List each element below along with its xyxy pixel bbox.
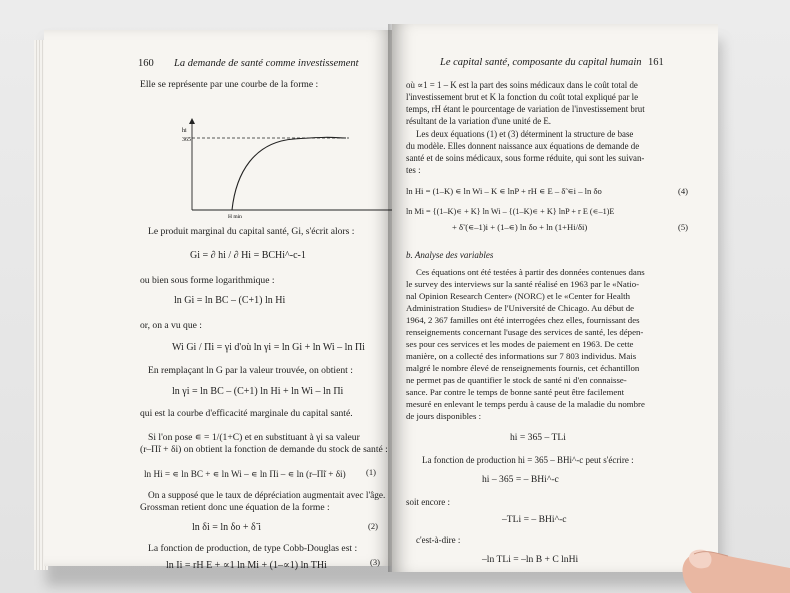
equation: ln Hi = ∊ ln BC + ∊ ln Wi – ∊ ln Πi – ∊ ln (r–Π̃i + δi) xyxy=(144,469,346,479)
text-line: du modèle. Elles donnent naissance aux équations de demande de xyxy=(406,141,640,151)
equation-number: (2) xyxy=(368,521,378,531)
x-min-label: H min xyxy=(228,214,242,220)
text-line: or, on a vu que : xyxy=(140,320,202,331)
equation: hi – 365 = – BHi^-c xyxy=(482,474,559,485)
text-line: tes : xyxy=(406,165,421,175)
equation: ln Ii = rH E + ∝1 ln Mi + (1–∝1) ln THi xyxy=(166,560,327,571)
text-line: l'investissement brut et K la fonction du coût total expliqué par le xyxy=(406,92,639,102)
equation: –ln TLi = –ln B + C lnHi xyxy=(482,554,579,565)
equation: ln Gi = ln BC – (C+1) ln Hi xyxy=(174,295,286,306)
running-head: La demande de santé comme investissement xyxy=(174,58,359,69)
text-line: qui est la courbe d'efficacité marginale du capital santé. xyxy=(140,408,353,419)
text-line: La fonction de production hi = 365 – BHi^-c peut s'écrire : xyxy=(422,455,634,465)
text-line: manière, on a collecté des informations sur 7 803 individus. Mais xyxy=(406,351,637,361)
text-line: temps, rH étant le pourcentage de variation de l'investissement brut xyxy=(406,104,645,114)
page-number: 160 xyxy=(138,58,154,69)
left-page xyxy=(44,30,392,571)
text-line: On a supposé que le taux de dépréciation augmentait avec l'âge. xyxy=(148,491,386,501)
equation: Gi = ∂ hi / ∂ Hi = BCHi^-c-1 xyxy=(190,250,306,261)
text-line: nal Opinion Research Center» (NORC) et le «Center for Health xyxy=(406,291,631,301)
equation: ln Hi = (1–K) ∊ ln Wi – K ∊ lnP + rH ∊ E – δ̃ ∊i – ln δo xyxy=(406,186,602,196)
equation: –TLi = – BHi^-c xyxy=(502,514,567,525)
text-line: (r–Π̃i + δi) on obtient la fonction de demande du stock de santé : xyxy=(140,444,388,455)
text-line: c'est-à-dire : xyxy=(416,535,461,545)
text-line: Administration Studies» de l'Université de Chicago. Au début de xyxy=(406,303,635,313)
equation-number: (5) xyxy=(678,222,689,232)
text-line: Les deux équations (1) et (3) déterminent la structure de base xyxy=(416,129,634,139)
running-head: Le capital santé, composante du capital humain xyxy=(440,57,642,68)
health-capital-curve xyxy=(184,118,404,218)
page-number: 161 xyxy=(648,57,664,68)
equation: ln δi = ln δo + δ̃ i xyxy=(192,522,262,533)
text-line: Le produit marginal du capital santé, Gi, s'écrit alors : xyxy=(148,226,355,237)
text-line: mesuré en enlevant le temps perdu à cause de la maladie du nombre xyxy=(406,399,645,409)
equation-number: (1) xyxy=(366,467,376,477)
equation-number: (3) xyxy=(370,557,380,567)
text-line: résultant de la variation d'une unité de E. xyxy=(406,116,552,126)
text-line: ne permet pas de quantifier le stock de santé ni d'en connaisse- xyxy=(406,375,627,385)
text-line: Grossman retient donc une équation de la forme : xyxy=(140,502,330,513)
text-line: sance. Par contre le temps de bonne santé peut être facilement xyxy=(406,387,625,397)
equation: Wi Gi / Πi = γi d'où ln γi = ln Gi + ln Wi – ln Πi xyxy=(172,342,365,353)
thumb xyxy=(672,540,790,593)
y-value-label: 365 xyxy=(182,137,191,143)
text-line: le survey des interviews sur la santé réalisé en 1963 par le «Natio- xyxy=(406,279,640,289)
text-line: soit encore : xyxy=(406,497,450,507)
equation: ln Mi = {(1–K)∊ + K} ln Wi – {(1–K)∊ + K} lnP + r E (∊–1)E xyxy=(406,207,615,216)
text-line: Elle se représente par une courbe de la forme : xyxy=(140,79,319,90)
equation-number: (4) xyxy=(678,186,689,196)
text-line: ou bien sous forme logarithmique : xyxy=(140,275,275,286)
text-line: santé et de soins médicaux, sous forme réduite, qui sont les suivan- xyxy=(406,153,645,163)
text-line: En remplaçant ln G par la valeur trouvée, on obtient : xyxy=(148,365,353,376)
section-heading: b. Analyse des variables xyxy=(406,250,494,260)
text-line: La fonction de production, de type Cobb-Douglas est : xyxy=(148,543,358,554)
equation: hi = 365 – TLi xyxy=(510,432,566,443)
text-line: malgré le nombre élevé de renseignements fournis, cet échantillon xyxy=(406,363,640,373)
text-line: ses pour ces services et les modes de paiement en 1963. De cette xyxy=(406,339,634,349)
equation: + δ̃ (∊–1)i + (1–∊) ln δo + ln (1+Hi/δi) xyxy=(452,222,588,232)
right-page xyxy=(392,24,718,572)
text-line: où ∝1 = 1 – K est la part des soins médicaux dans le coût total de xyxy=(406,80,638,90)
text-line: Si l'on pose ∊ = 1/(1+C) et en substituant à γi sa valeur xyxy=(148,432,360,443)
text-line: renseignements concernant l'usage des services de santé, les dépen- xyxy=(406,327,644,337)
text-line: Ces équations ont été testées à partir des données contenues dans xyxy=(416,267,645,277)
equation: ln γi = ln BC – (C+1) ln Hi + ln Wi – ln Πi xyxy=(172,386,344,397)
y-axis-label: hi xyxy=(182,128,187,134)
text-line: 1964, 2 367 familles ont été interrogées chez elles, fournissant des xyxy=(406,315,640,325)
text-line: de jours disponibles : xyxy=(406,411,482,421)
